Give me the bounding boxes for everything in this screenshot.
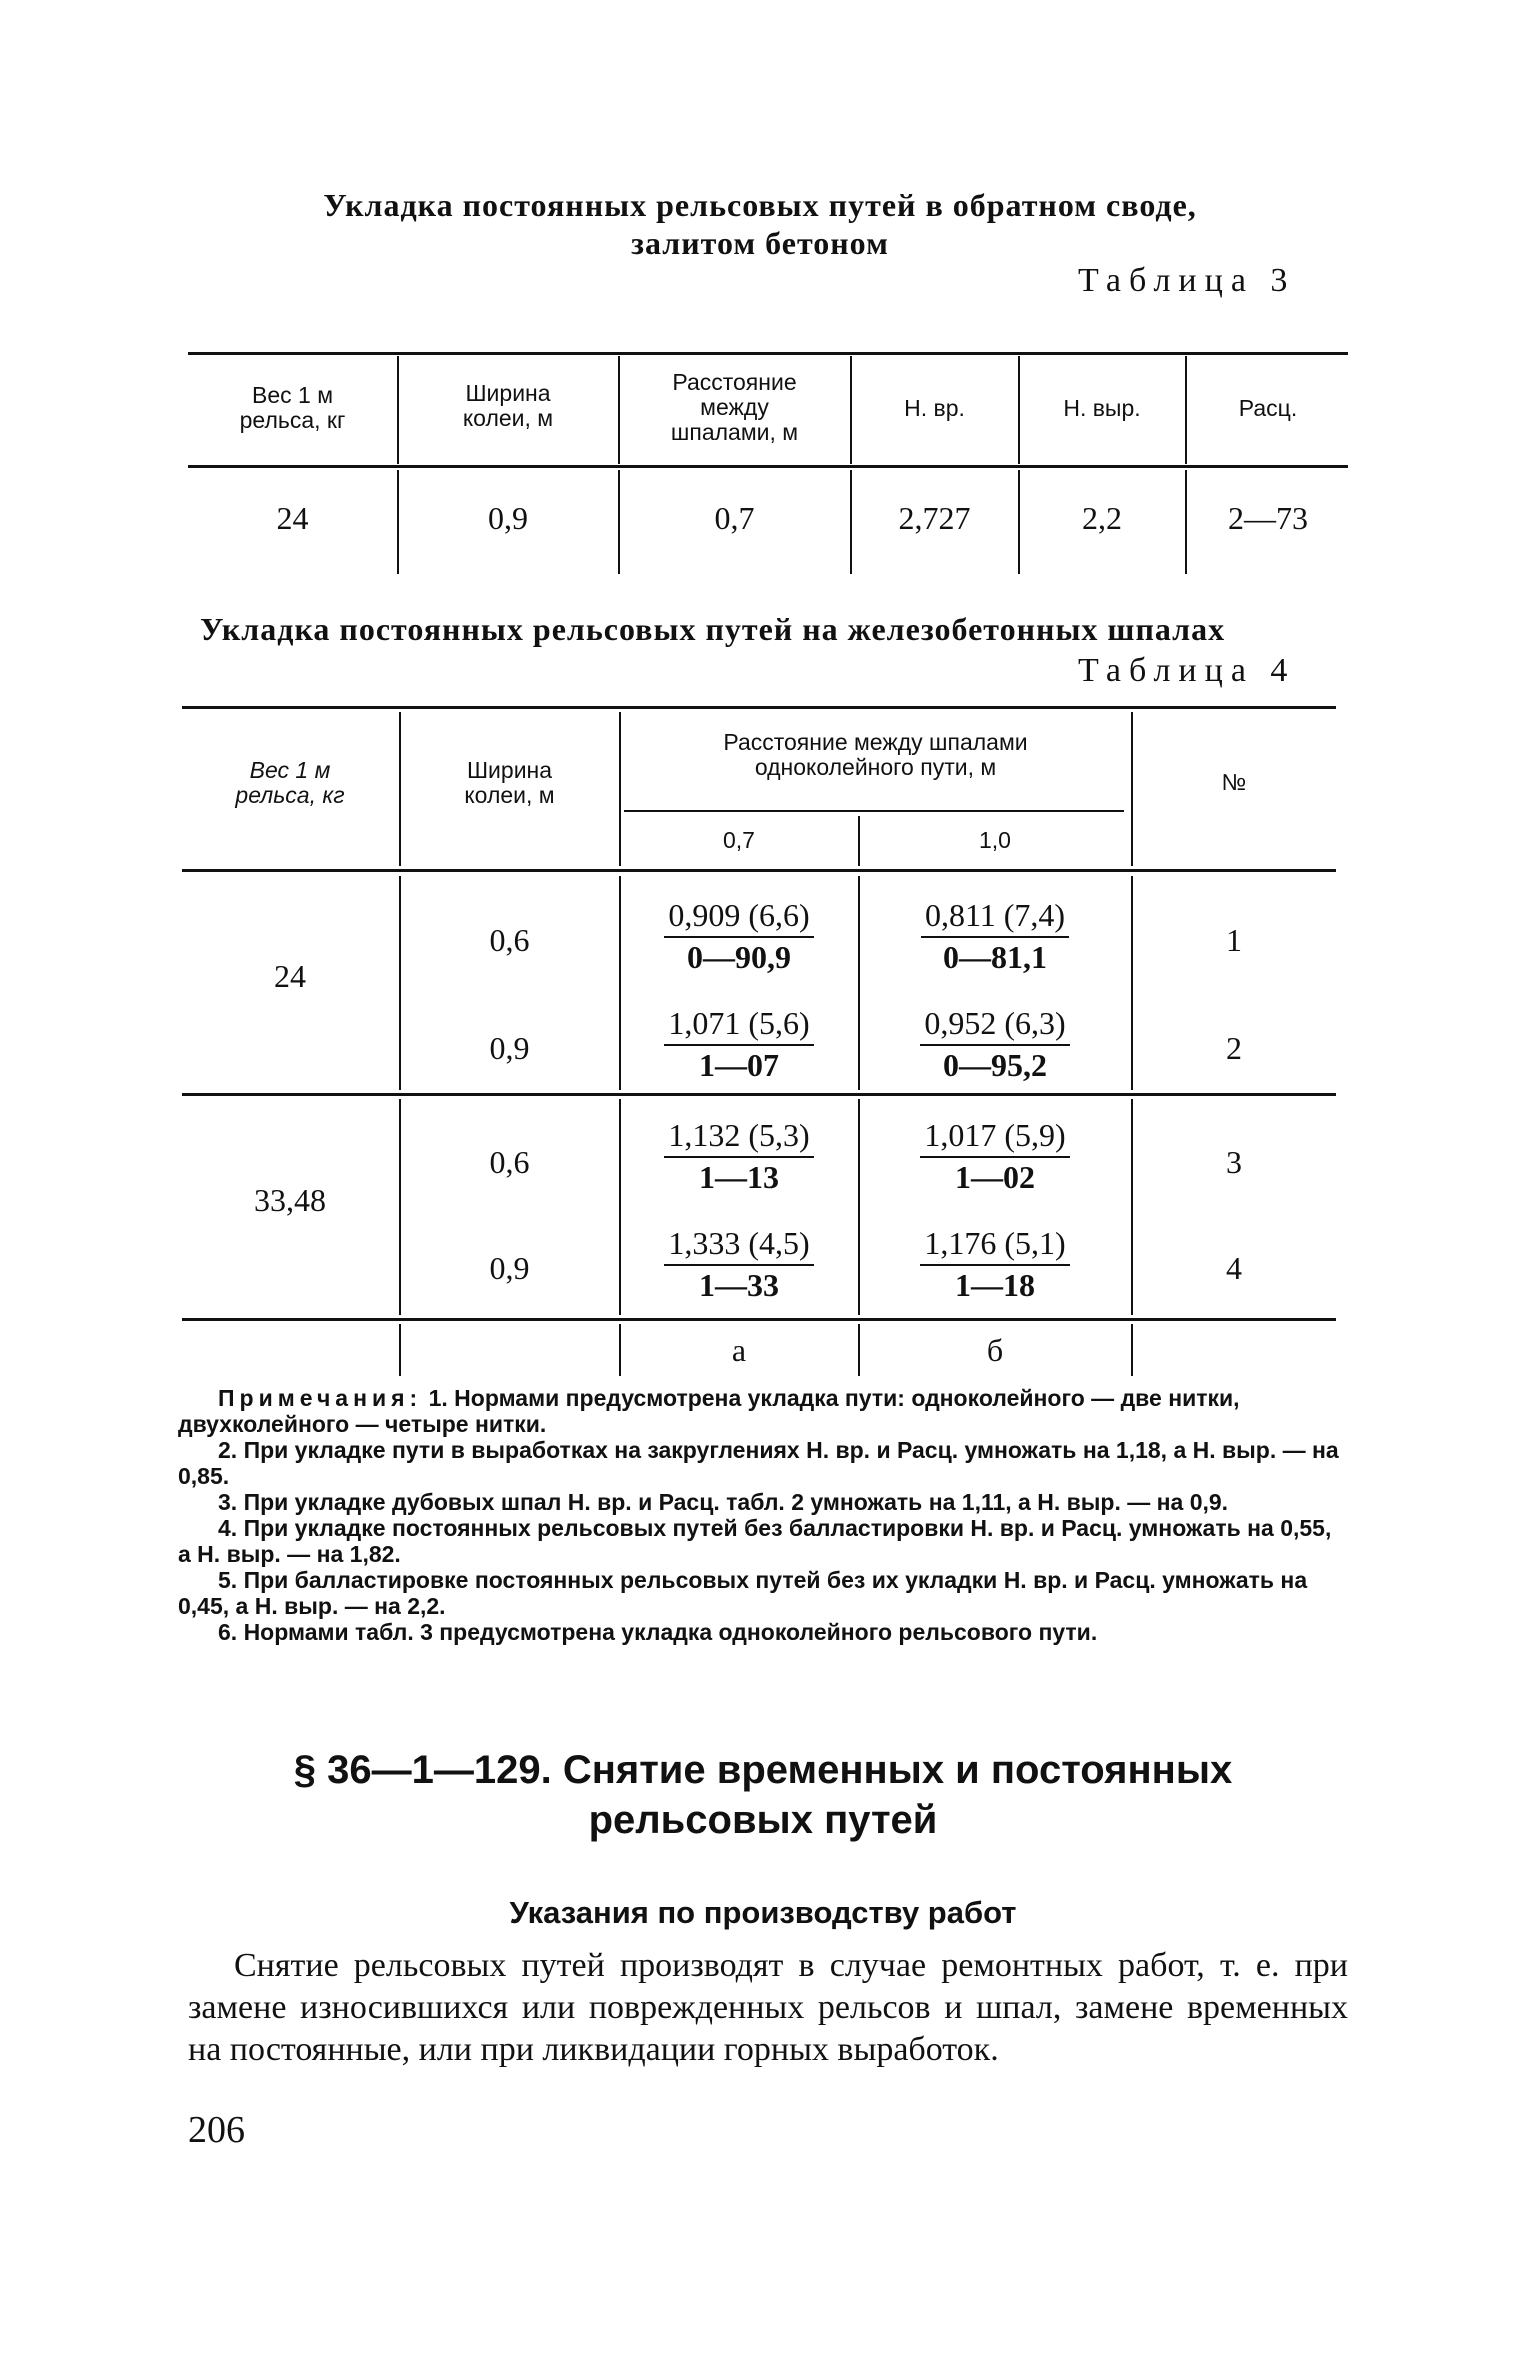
table4-subheader-rule [624, 810, 1124, 812]
t4-a-1-den: 0—90,9 [687, 939, 791, 975]
t3-vline-2h [618, 356, 620, 464]
table4-bottom-rule [182, 1318, 1336, 1321]
t3-header-rasc: Расц. [1238, 395, 1298, 421]
t4-footer-b: б [986, 1332, 1004, 1368]
note-1 [178, 1385, 1348, 1437]
t4-vline-3h [858, 816, 860, 866]
t3-cell-gauge: 0,9 [488, 500, 528, 536]
t4-header-dist-b: 1,0 [979, 827, 1011, 853]
t4-vline-4h [1131, 712, 1133, 866]
notes-heading: Примечания: [218, 1385, 423, 1411]
t4-b-2-den: 0—95,2 [943, 1047, 1047, 1083]
t4-b-4-num: 1,176 (5,1) [920, 1224, 1069, 1266]
t3-cell-weight: 24 [276, 500, 309, 536]
section-title-line2: рельсовых путей [588, 1798, 938, 1842]
t4-cell-gauge-3: 0,6 [489, 1144, 530, 1180]
t3-header-distance-l3: шпалами, м [670, 419, 799, 445]
t3-header-distance [621, 370, 848, 445]
t4-b-1-den: 0—81,1 [943, 939, 1047, 975]
t4-cell-a-4 [622, 1224, 856, 1304]
note-4: 4. При укладке постоянных рельсовых путей без балластировки Н. вр. и Расц. умножать на 0,55, а Н. выр. — на 1,82. [178, 1515, 1332, 1567]
t4-a-3-num: 1,132 (5,3) [664, 1116, 813, 1158]
t3-vline-2b [618, 470, 620, 574]
t4-vline-1b1 [399, 876, 401, 1090]
notes [178, 1385, 1348, 1645]
note-3: 3. При укладке дубовых шпал Н. вр. и Расц. табл. 2 умножать на 1,11, а Н. выр. — на 0,9. [218, 1489, 1229, 1515]
t3-vline-4b [1018, 470, 1020, 574]
t4-vline-2h [619, 712, 621, 866]
t3-header-gauge [400, 381, 616, 431]
t4-header-distance-l1: Расстояние между шпалами [723, 729, 1028, 755]
t4-vline-4f [1131, 1324, 1133, 1376]
t4-cell-b-1 [861, 896, 1129, 976]
note-6: 6. Нормами табл. 3 предусмотрена укладка одноколейного рельсового пути. [218, 1619, 1098, 1645]
table3-title-line2: залитом бетоном [631, 225, 889, 261]
t3-header-nvyr: Н. выр. [1063, 395, 1141, 421]
table3-label: Таблица 3 [1078, 262, 1296, 299]
t3-header-weight-l1: Вес 1 м [251, 382, 334, 408]
t4-cell-a-1 [622, 896, 856, 976]
t3-vline-5h [1185, 356, 1187, 464]
t3-vline-1b [397, 470, 399, 574]
t4-header-weight-l2: рельса, кг [235, 782, 345, 808]
table3-top-rule [188, 352, 1348, 355]
t4-cell-n-2: 2 [1226, 1030, 1242, 1066]
t4-vline-1h [399, 712, 401, 866]
table3-title-line1: Укладка постоянных рельсовых путей в обратном своде, [323, 187, 1197, 223]
section-paragraph: Снятие рельсовых путей производят в случае ремонтных работ, т. е. при замене износившихся или поврежденных рельсов и шпал, замене временных на постоянные, или при ликвидации горных выработок. [188, 1947, 1348, 2068]
t3-cell-nvyr: 2,2 [1082, 500, 1122, 536]
t4-vline-4b2 [1131, 1099, 1133, 1315]
t4-b-3-num: 1,017 (5,9) [920, 1116, 1069, 1158]
t4-vline-3b1 [858, 876, 860, 1090]
t3-header-weight [190, 383, 395, 433]
t4-vline-3b2 [858, 1099, 860, 1315]
t3-vline-5b [1185, 470, 1187, 574]
table3-title [190, 186, 1330, 262]
note-2: 2. При укладке пути в выработках на закруглениях Н. вр. и Расц. умножать на 1,18, а Н. выр. — на 0,85. [178, 1437, 1339, 1489]
t4-header-gauge [402, 758, 617, 808]
t4-header-dist-a: 0,7 [723, 827, 755, 853]
section-title-line1: § 36—1—129. Снятие временных и постоянных [293, 1748, 1233, 1792]
t4-header-weight-l1: Вес 1 м [249, 757, 331, 783]
t4-a-1-num: 0,909 (6,6) [664, 896, 813, 938]
t4-b-4-den: 1—18 [955, 1267, 1035, 1303]
table4-title: Укладка постоянных рельсовых путей на железобетонных шпалах [200, 611, 1226, 647]
t4-cell-gauge-4: 0,9 [489, 1250, 530, 1286]
t4-header-number: № [1221, 769, 1247, 795]
t4-b-3-den: 1—02 [955, 1159, 1035, 1195]
section-subtitle: Указания по производству работ [509, 1895, 1017, 1930]
t4-a-2-num: 1,071 (5,6) [664, 1004, 813, 1046]
t3-vline-3h [850, 356, 852, 464]
page-number: 206 [188, 2109, 245, 2151]
t3-cell-nvr: 2,727 [898, 500, 971, 536]
t4-header-weight [184, 758, 396, 808]
note-1-text: 1. Нормами предусмотрена укладка пути: одноколейного — две нитки, двухколейного — четыре нитки. [178, 1385, 1240, 1437]
t3-header-weight-l2: рельса, кг [239, 407, 346, 433]
t4-cell-a-2 [622, 1004, 856, 1084]
t3-cell-rasc: 2—73 [1228, 500, 1308, 536]
t3-vline-1h [397, 356, 399, 464]
t3-header-gauge-l1: Ширина [465, 380, 551, 406]
t4-cell-n-3: 3 [1226, 1144, 1242, 1180]
table4-group-rule [182, 1093, 1336, 1096]
t4-b-1-num: 0,811 (7,4) [921, 896, 1069, 938]
t3-header-nvr: Н. вр. [904, 395, 965, 421]
t4-b-2-num: 0,952 (6,3) [920, 1004, 1069, 1046]
t4-a-4-den: 1—33 [699, 1267, 779, 1303]
t4-cell-b-3 [861, 1116, 1129, 1196]
t3-header-distance-l1: Расстояние [672, 369, 797, 395]
t4-a-4-num: 1,333 (4,5) [664, 1224, 813, 1266]
t4-cell-n-4: 4 [1226, 1250, 1242, 1286]
t4-cell-b-4 [861, 1224, 1129, 1304]
table3-header-rule [188, 465, 1348, 468]
t4-vline-1f [399, 1324, 401, 1376]
t4-vline-2f [619, 1324, 621, 1376]
t4-vline-4b1 [1131, 876, 1133, 1090]
note-5: 5. При балластировке постоянных рельсовых путей без их укладки Н. вр. и Расц. умножать на 0,45, а Н. выр. — на 2,2. [178, 1567, 1308, 1619]
t4-header-distance [622, 730, 1129, 780]
t4-cell-a-3 [622, 1116, 856, 1196]
table4-label: Таблица 4 [1078, 652, 1296, 689]
t4-vline-2b1 [619, 876, 621, 1090]
t4-header-distance-l2: одноколейного пути, м [754, 754, 997, 780]
t4-cell-gauge-1: 0,6 [489, 922, 530, 958]
t4-header-gauge-l1: Ширина [466, 757, 553, 783]
t4-cell-b-2 [861, 1004, 1129, 1084]
t4-vline-3f [858, 1324, 860, 1376]
t4-vline-1b2 [399, 1099, 401, 1315]
t3-header-distance-l2: между [700, 394, 769, 420]
t4-cell-gauge-2: 0,9 [489, 1030, 530, 1066]
t3-vline-3b [850, 470, 852, 574]
table4-header-rule [182, 869, 1336, 872]
section-title [178, 1745, 1348, 1845]
t4-a-2-den: 1—07 [699, 1047, 779, 1083]
t3-cell-distance: 0,7 [714, 500, 755, 536]
t4-vline-2b2 [619, 1099, 621, 1315]
t4-header-gauge-l2: колеи, м [464, 782, 555, 808]
t4-footer-a: а [731, 1332, 747, 1368]
t4-a-3-den: 1—13 [699, 1159, 779, 1195]
t4-cell-weight-3: 33,48 [254, 1182, 326, 1218]
t4-cell-n-1: 1 [1226, 922, 1242, 958]
t3-vline-4h [1018, 356, 1020, 464]
table4-top-rule [182, 706, 1336, 709]
t3-header-gauge-l2: колеи, м [462, 405, 554, 431]
t4-cell-weight-1: 24 [274, 958, 306, 994]
